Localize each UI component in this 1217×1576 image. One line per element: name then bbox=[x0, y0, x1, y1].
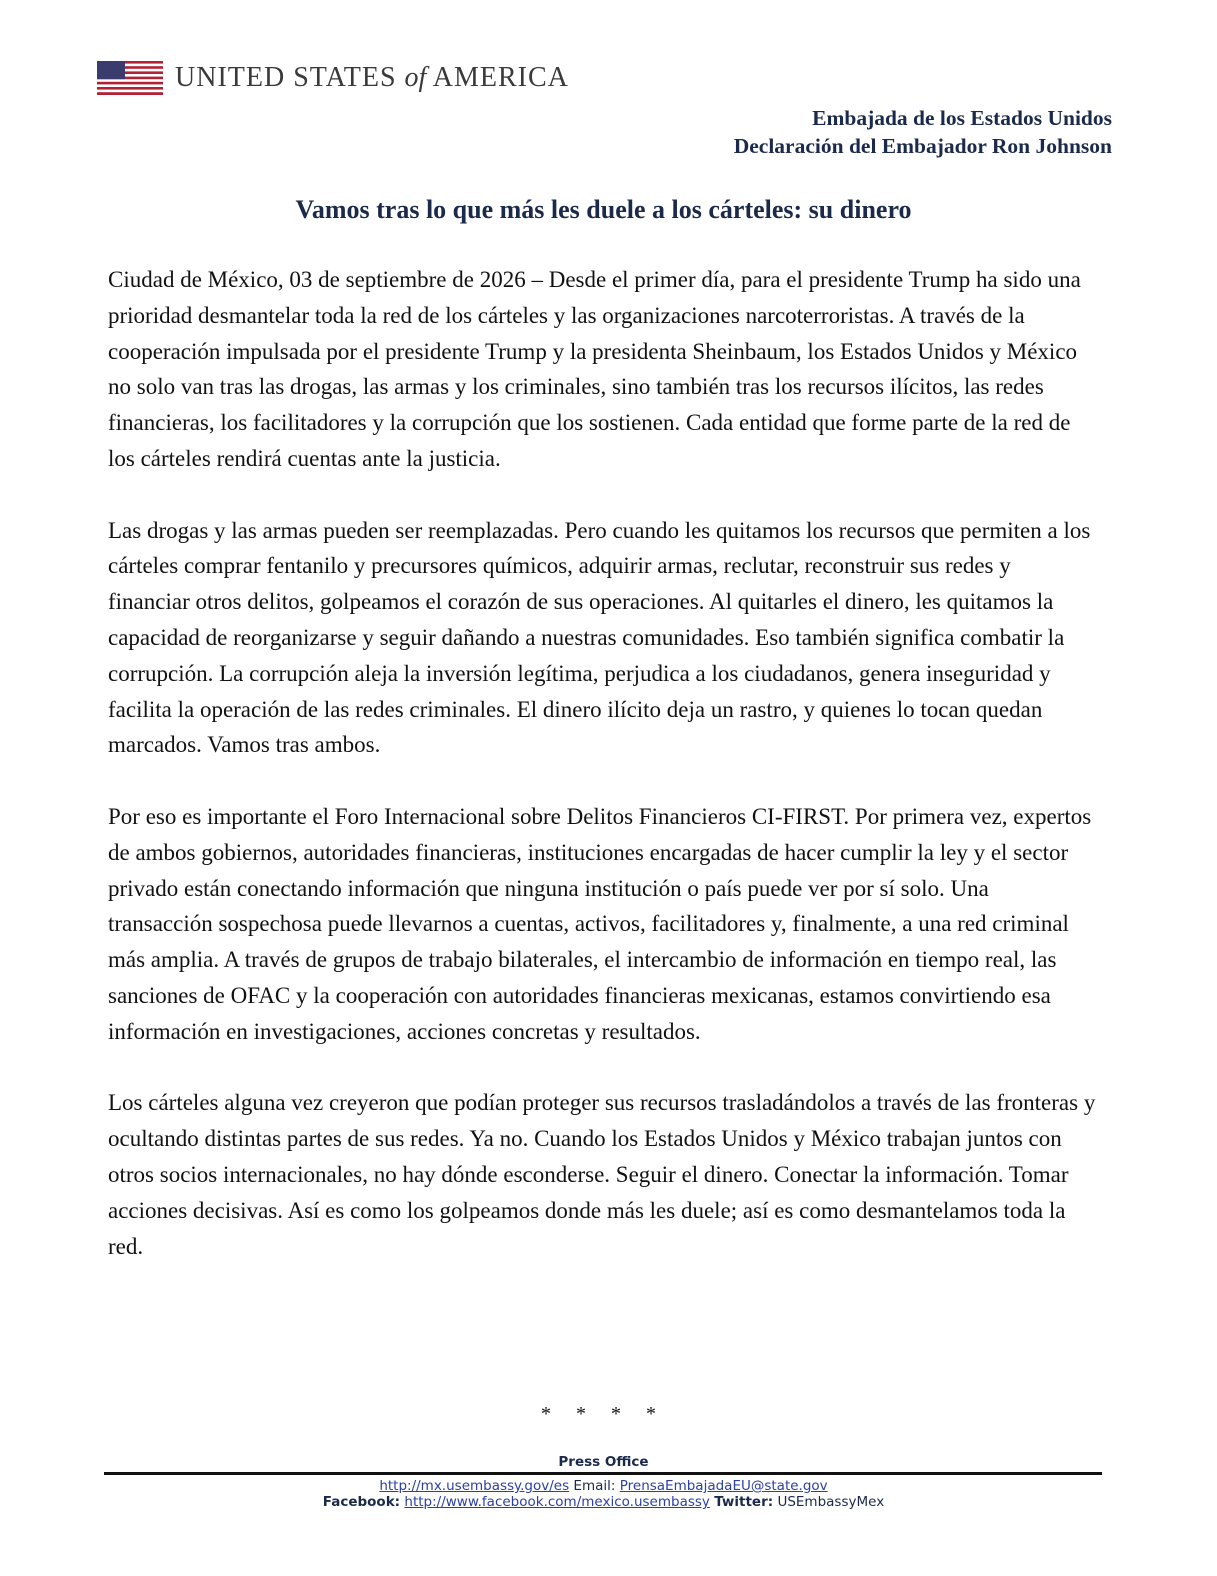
press-office-label: Press Office bbox=[558, 1454, 649, 1470]
brand-of: of bbox=[404, 62, 427, 93]
paragraph-4: Los cárteles alguna vez creyeron que podían proteger sus recursos trasladándolos a través de las fronteras y ocultando distintas partes de sus redes. Ya no. Cuando los Estados Unidos y México trabajan juntos con otros socios internacionales, no hay dónde esconderse. Seguir el dinero. Conectar la información. Tomar acciones decisivas. Así es como los golpeamos donde más les duele; así es como desmantelamos toda la red. bbox=[108, 1090, 1096, 1259]
page-title: Vamos tras lo que más les duele a los cárteles: su dinero bbox=[295, 195, 912, 224]
paragraph-1: Ciudad de México, 03 de septiembre de 2026 – Desde el primer día, para el presidente Trump ha sido una prioridad desmantelar toda la red de los cárteles y las organizaciones narcoterroristas. A través de la cooperación impulsada por el presidente Trump y la presidenta Sheinbaum, los Estados Unidos y México no solo van tras las drogas, las armas y los criminales, sino también tras los recursos ilícitos, las redes financieras, los facilitadores y la corrupción que los sostienen. Cada entidad que forme parte de la red de los cárteles rendirá cuentas ante la justicia. bbox=[108, 267, 1081, 471]
facebook-label: Facebook: bbox=[322, 1494, 401, 1510]
us-flag-icon bbox=[97, 61, 163, 95]
twitter-label: Twitter: bbox=[714, 1494, 774, 1510]
department-block bbox=[734, 104, 1112, 160]
email-label: Email: bbox=[573, 1478, 616, 1494]
embassy-name: Embajada de los Estados Unidos bbox=[812, 106, 1112, 130]
statement-body bbox=[108, 262, 1098, 1300]
paragraph-2: Las drogas y las armas pueden ser reemplazadas. Pero cuando les quitamos los recursos que permiten a los cárteles comprar fentanilo y precursores químicos, adquirir armas, reclutar, reconstruir sus redes y financiar otros delitos, golpeamos el corazón de sus operaciones. Al quitarles el dinero, les quitamos la capacidad de reorganizarse y seguir dañando a nuestras comunidades. Eso también significa combatir la corrupción. La corrupción aleja la inversión legítima, perjudica a los ciudadanos, genera inseguridad y facilita la operación de las redes criminales. El dinero ilícito deja un rastro, y quienes lo tocan quedan marcados. Vamos tras ambos. bbox=[108, 517, 1091, 758]
section-separator: * * * * bbox=[541, 1403, 666, 1425]
twitter-handle: USEmbassyMex bbox=[777, 1494, 885, 1510]
brand-wordmark bbox=[175, 60, 569, 96]
brand-suffix: AMERICA bbox=[432, 62, 569, 93]
contact-line-1 bbox=[0, 1478, 1207, 1494]
facebook-link[interactable]: http://www.facebook.com/mexico.usembassy bbox=[404, 1494, 710, 1510]
footer-divider bbox=[104, 1472, 1102, 1475]
email-link[interactable]: PrensaEmbajadaEU@state.gov bbox=[619, 1478, 828, 1494]
website-link[interactable]: http://mx.usembassy.gov/es bbox=[379, 1478, 570, 1494]
contact-line-2 bbox=[0, 1494, 1207, 1510]
brand-prefix: UNITED STATES bbox=[175, 62, 397, 93]
paragraph-3: Por eso es importante el Foro Internacional sobre Delitos Financieros CI-FIRST. Por primera vez, expertos de ambos gobiernos, autoridades financieras, instituciones encargadas de hacer cumplir la ley y el sector privado están conectando información que ninguna institución o país puede ver por sí solo. Una transacción sospechosa puede llevarnos a cuentas, activos, facilitadores y, finalmente, a una red criminal más amplia. A través de grupos de trabajo bilaterales, el intercambio de información en tiempo real, las sanciones de OFAC y la cooperación con autoridades financieras mexicanas, estamos convirtiendo esa información en investigaciones, acciones concretas y resultados. bbox=[108, 803, 1092, 1044]
statement-author: Declaración del Embajador Ron Johnson bbox=[733, 134, 1112, 158]
